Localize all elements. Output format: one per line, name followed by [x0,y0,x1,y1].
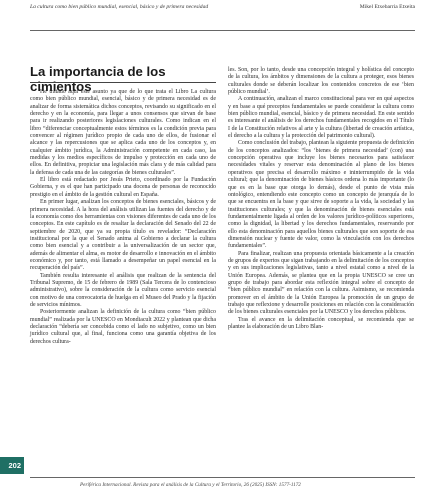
paragraph: Como conclusión del trabajo, plantean la siguiente propuesta de definición de los conceptos analizados: “los ‘bienes de primera necesidad’ (con) una concepción operativa que incluye los bienes necesarios para satisfacer necesidades vitales y reservar esta denominación al plano de los bienes operativos que precisa el desarrollo máximo e ininterrumpido de la vida cultural; que la denominación de bienes básicos ordena lo más importante (lo que es en la base que otorga lo demás), desde el punto de vista más ontológico, entendiendo este concepto como un concepto de jerarquía de lo que se encuentra en la base y que sirve de soporte a la vida, la sociedad y las instituciones culturales; y que la denominación de bienes esenciales está fundamentalmente ligada al orden de los valores jurídico-políticos superiores, como la dignidad, la libertad y los derechos fundamentales, reservando por ello esta denominación para aquellos bienes culturales que son soporte de esa dimensión nuclear y fuente de valor, como la vinculación con los derechos fundamentales”. [228,140,415,250]
header-article-title: La cultura como bien público mundial, esencial, básico y de primera necesidad [30,4,209,10]
paragraph: Para finalizar, realizan una propuesta orientada básicamente a la creación de grupos de expertos que sigan trabajando en la delimitación de los conceptos y en sus implicaciones legislativas, tanto a nivel estatal como a nivel de la Unión Europea. Además, se plantea que en la propia UNESCO se cree un grupo de trabajo para abordar esta reflexión integral sobre el concepto de “bien público mundial” en relación con la cultura. Asimismo, se recomienda promover en el ámbito de la Unión Europea la promoción de un grupo de trabajo que reflexione y desarrolle posiciones en relación con la consideración de los bienes culturales esenciales por la UNESCO y los derechos públicos. [228,250,414,316]
paragraph: Posteriormente analizan la definición de la cultura como “bien público mundial” realizada por la UNESCO en Mondiacult 2022 y plantean que dicha declaración “debería ser concebida como el lado no subjetivo, como un bien jurídico cultural que, al final, funciona como una garantía objetiva de los derechos cultura- [30,309,216,345]
running-header [30,4,415,30]
paragraph: He tratado aquí este asunto ya que de lo que trata el Libro La cultura como bien público mundial, esencial, básico y de primera necesidad es de analizar de forma sistemática dichos conceptos, revisando su significado en el derecho y en la economía, para llegar a unos consensos que sirvan de base para ir realizando posteriores legislaciones culturales. Como indican en el libro “diferenciar conceptualmente estos términos es la condición previa para convencer al régimen jurídico propio de cada uno de ellos, de fusionar el alcance y las repercusiones que se aplica cada uno de los conceptos y, en cualquier ámbito jurídica, la Administración competente en cada caso, las medidas y los medios específicos de impulso y protección en cada uno de ellos. En definitiva, propiciar una legislación más clara y de más calidad para la defensa de cada una de las categorías de bienes culturales”. [30,89,216,176]
left-column [30,89,216,475]
page-number-badge: 202 [0,457,24,474]
paragraph: En primer lugar, analizan los conceptos de bienes esenciales, básicos y de primera necesidad. A la hora del análisis utilizan las fuentes del derecho y de la economía como dos herramientas con visiones diferentes de cada uno de los conceptos. En este capítulo es de resaltar la declaración del Senado del 22 de septiembre de 2020, que ya su propia título es revelador: “Declaración institucional por la que el Senado anima al Gobierno a declarar la cultura como bien esencial y a contribuir a la universalización de un sector que, además de alimentar el alma, es motor de desarrollo e innovación en el ámbito económico y, por tanto, está llamado a desempeñar un papel esencial en la recuperación del país”. [30,199,216,272]
header-author: Mikel Etxebarria Etxeita [359,4,415,10]
header-rule [30,30,415,31]
right-column [228,67,414,471]
paragraph: A continuación, analizan el marco constitucional para ver en qué aspectos y en base a qué preceptos fundamentales se puede considerar la cultura como bien público mundial, esencial, básico y de primera necesidad. En este sentido es interesante el análisis de los derechos fundamentales recogidos en el Título I de la Constitución relativos al arte y la cultura (libertad de creación artística, el derecho a la cultura y la protección del patrimonio cultural). [228,96,414,140]
journal-footer: Periférica Internacional. Revista para el análisis de la Cultura y el Territorio, 26 (2025) ISSN: 1577-1172 [80,482,301,488]
paragraph: Tras el avance en la delimitación conceptual, se recomienda que se plantee la elaboración de un Libro Blan- [228,316,414,331]
paragraph: les. Son, por lo tanto, desde una concepción integral y holística del concepto de la cultura, los ámbitos y dimensiones de la cultura a proteger, esos bienes culturales donde se deberán localizar los contenidos concretos de ese ‘bien público mundial’. [228,67,414,96]
paragraph: El libro está redactado por Jesús Prieto, coordinado por la Fundación Gobierna, y es el que han participado una docena de personas de reconocido prestigio en el ámbito de la gestión cultural en España. [30,177,216,198]
paragraph: También resulta interesante el análisis que realizan de la sentencia del Tribunal Supremo, de 15 de febrero de 1989 (Sala Tercera de lo contencioso administrativo), sobre la consideración de la cultura como servicio esencial con motivo de una convocatoria de huelga en el Museo del Prado y la fijación de servicios mínimos. [30,272,216,308]
title-underline [30,82,216,83]
section-title: La importancia de los cimientos [30,64,166,94]
footer-rule [30,477,415,478]
